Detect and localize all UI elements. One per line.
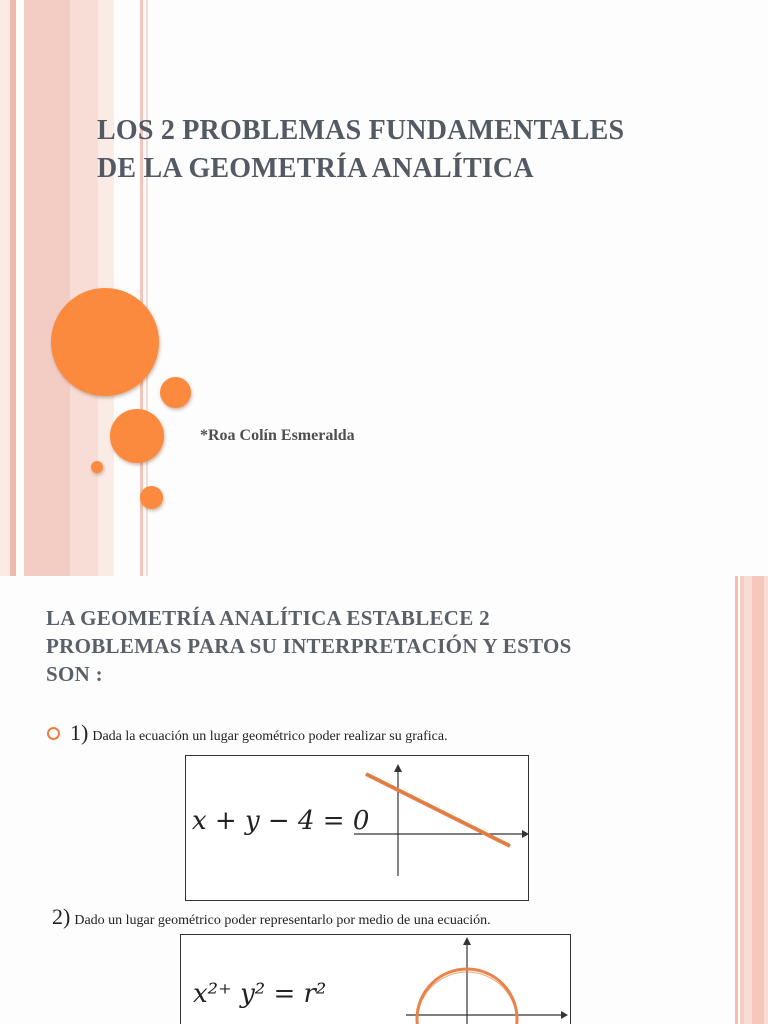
slide-title-line: LOS 2 PROBLEMAS FUNDAMENTALES	[97, 115, 625, 146]
decorative-circle-tiny	[91, 461, 103, 473]
item-number: 2)	[52, 904, 71, 929]
list-item	[70, 720, 448, 746]
x-axis-arrow-icon	[522, 830, 528, 838]
slide-title	[97, 112, 737, 188]
bullet-ring-icon	[47, 727, 60, 740]
decorative-stripe	[24, 0, 70, 576]
slide-heading	[46, 604, 686, 688]
decorative-circle-medium	[110, 409, 164, 463]
content-slide	[0, 576, 768, 1024]
item-text: Dado un lugar geométrico poder representarlo por medio de una ecuación.	[74, 913, 491, 928]
x-axis-arrow-icon	[561, 1011, 568, 1019]
decorative-stripe	[0, 0, 10, 576]
item-text: Dada la ecuación un lugar geométrico poder realizar su grafica.	[92, 729, 448, 744]
equation-line: x + y − 4 = 0	[192, 806, 370, 836]
slide-heading-line: SON :	[46, 662, 103, 686]
decorative-stripe	[735, 576, 738, 1024]
slide-title-line: DE LA GEOMETRÍA ANALÍTICA	[97, 153, 534, 184]
decorative-circle-small	[140, 486, 163, 509]
author-name: *Roa Colín Esmeralda	[200, 427, 355, 444]
graph-line-shadow	[366, 774, 510, 846]
line-graph-figure	[185, 755, 529, 901]
y-axis-arrow-icon	[463, 937, 471, 945]
slide-heading-line: PROBLEMAS PARA SU INTERPRETACIÓN Y ESTOS	[46, 634, 572, 658]
decorative-circle-large	[51, 288, 159, 396]
item-number: 1)	[70, 720, 89, 745]
circle-graph-figure	[180, 934, 571, 1024]
circle-graph	[181, 935, 570, 1024]
decorative-stripe	[10, 0, 16, 576]
equation-circle: x²⁺ y² = r²	[193, 979, 327, 1009]
line-graph	[186, 756, 528, 900]
slide-heading-line: LA GEOMETRÍA ANALÍTICA ESTABLECE 2	[46, 606, 490, 630]
list-item	[52, 904, 491, 930]
decorative-circle-small	[160, 377, 191, 408]
decorative-stripe	[752, 576, 764, 1024]
y-axis-arrow-icon	[394, 764, 402, 772]
